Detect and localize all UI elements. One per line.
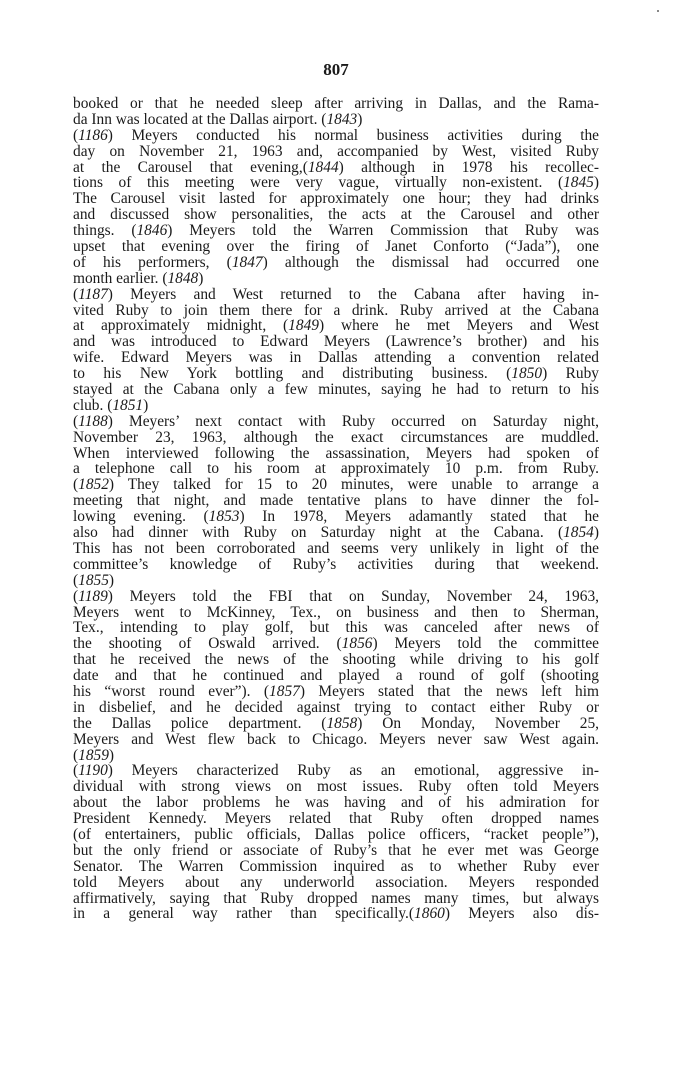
text-line: (1187) Meyers and West returned to the Cabana after having in- (73, 285, 599, 303)
text-line: (1855) (73, 571, 115, 589)
text-line: day on November 21, 1963 and, accompanied by West, visited Ruby (73, 142, 599, 160)
text-line: booked or that he needed sleep after arriving in Dallas, and the Rama- (73, 95, 599, 112)
text-line: tions of this meeting were very vague, virtually non-existent. (1845) (73, 174, 599, 192)
text-line: Tex., intending to play golf, but this was canceled after news of (73, 619, 599, 637)
text-line: November 23, 1963, although the exact circumstances are muddled. (73, 428, 599, 446)
text-line: The Carousel visit lasted for approximately one hour; they had drinks (73, 190, 599, 208)
text-line: Meyers and West flew back to Chicago. Meyers never saw West again. (73, 730, 599, 748)
scan-mark (657, 10, 659, 12)
text-line: (1189) Meyers told the FBI that on Sunday, November 24, 1963, (73, 587, 599, 605)
text-line: at approximately midnight, (1849) where he met Meyers and West (73, 317, 599, 335)
body-text (73, 96, 599, 922)
text-line: that he received the news of the shooting while driving to his golf (73, 651, 599, 669)
text-line: and was introduced to Edward Meyers (Lawrence’s brother) and his (73, 333, 599, 351)
text-line: month earlier. (1848) (73, 269, 204, 287)
text-line: and discussed show personalities, the acts at the Carousel and other (73, 206, 599, 224)
text-line: date and that he continued and played a round of golf (shooting (73, 667, 599, 685)
text-line: lowing evening. (1853) In 1978, Meyers adamantly stated that he (73, 508, 600, 526)
text-line: about the labor problems he was having and of his admiration for (73, 794, 599, 812)
text-line: the shooting of Oswald arrived. (1856) Meyers told the committee (73, 635, 599, 653)
text-line: of his performers, (1847) although the dismissal had occurred one (73, 253, 599, 271)
text-line: (1188) Meyers’ next contact with Ruby occurred on Saturday night, (73, 412, 599, 430)
text-line: (1186) Meyers conducted his normal business activities during the (73, 126, 599, 144)
text-line: This has not been corroborated and seems very unlikely in light of the (73, 539, 599, 557)
text-line: upset that evening over the firing of Janet Conforto (“Jada”), one (73, 238, 599, 256)
text-line: at the Carousel that evening,(1844) although in 1978 his recollec- (73, 158, 599, 176)
text-line: also had dinner with Ruby on Saturday night at the Cabana. (1854) (73, 524, 599, 542)
text-line: a telephone call to his room at approximately 10 p.m. from Ruby. (73, 460, 599, 478)
text-line: wife. Edward Meyers was in Dallas attending a convention related (73, 349, 599, 367)
text-line: (1190) Meyers characterized Ruby as an emotional, aggressive in- (73, 762, 599, 780)
text-line: (1859) (73, 746, 115, 764)
text-line: in disbelief, and he decided against trying to contact either Ruby or (73, 698, 599, 716)
text-line: When interviewed following the assassination, Meyers had spoken of (73, 444, 599, 462)
text-line: Senator. The Warren Commission inquired as to whether Ruby ever (73, 857, 599, 875)
text-line: committee’s knowledge of Ruby’s activities during that weekend. (73, 555, 599, 573)
text-line: but the only friend or associate of Ruby’s that he ever met was George (73, 841, 599, 859)
text-line: (of entertainers, public officials, Dallas police officers, “racket people”), (73, 825, 599, 843)
text-line: told Meyers about any underworld association. Meyers responded (73, 873, 599, 891)
text-line: in a general way rather than specifically.(1860) Meyers also dis- (73, 905, 600, 923)
page-number: 807 (323, 60, 349, 79)
text-line: his “worst round ever”). (1857) Meyers stated that the news left him (73, 682, 599, 700)
text-line: President Kennedy. Meyers related that Ruby often dropped names (73, 810, 599, 828)
text-line: vited Ruby to join them there for a drink. Ruby arrived at the Cabana (73, 301, 599, 319)
text-line: the Dallas police department. (1858) On Monday, November 25, (73, 714, 599, 732)
text-line: meeting that night, and made tentative plans to have dinner the fol- (73, 492, 599, 510)
text-line: things. (1846) Meyers told the Warren Commission that Ruby was (73, 222, 599, 240)
text-line: to his New York bottling and distributing business. (1850) Ruby (73, 365, 599, 383)
text-line: club. (1851) (73, 396, 149, 414)
text-line: dividual with strong views on most issues. Ruby often told Meyers (73, 778, 599, 796)
text-line: affirmatively, saying that Ruby dropped names many times, but always (73, 889, 599, 907)
text-line: Meyers went to McKinney, Tex., on business and then to Sherman, (73, 603, 599, 621)
text-line: da Inn was located at the Dallas airport. (1843) (73, 110, 363, 128)
text-line: (1852) They talked for 15 to 20 minutes, were unable to arrange a (73, 476, 599, 494)
text-line: stayed at the Cabana only a few minutes, saying he had to return to his (73, 381, 599, 399)
